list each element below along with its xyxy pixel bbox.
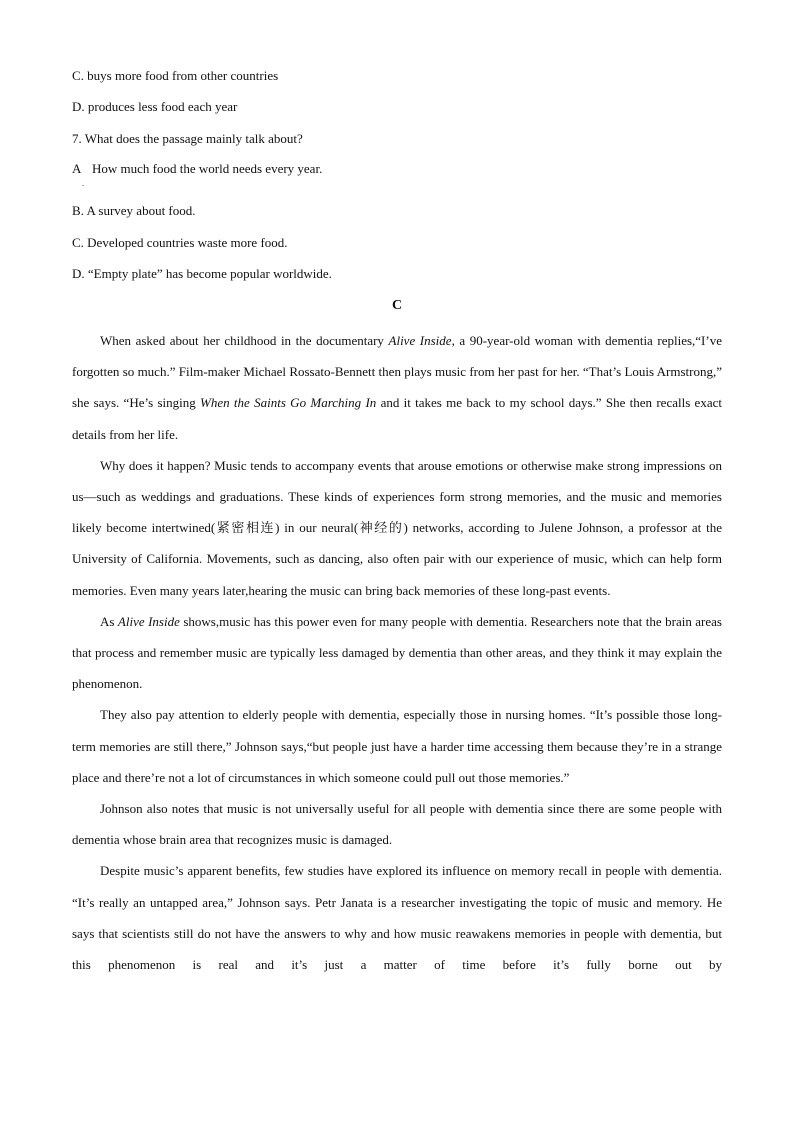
stray-dot-mark: . [82,179,84,188]
paragraph-1 [72,325,722,450]
option-label: C. [72,68,84,83]
paragraph-4: They also pay attention to elderly people with dementia, especially those in nursing homes. “It’s possible those long-term memories are still there,” Johnson says,“but people just have a harder time accessing them because they’re in a strange place and there’re not a lot of circumstances in which someone could pull out those memories.” [72,707,722,785]
text-run: When asked about her childhood in the documentary [100,333,389,348]
paragraph-2: Why does it happen? Music tends to accompany events that arouse emotions or otherwise make strong impressions on us—such as weddings and graduations. These kinds of experiences form strong memories, and the music and memories likely become intertwined(紧密相连) in our neural(神经的) networks, according to Julene Johnson, a professor at the University of California. Movements, such as dancing, also often pair with our experience of music, which can help form memories. Even many years later,hearing the music can bring back memories of these long-past events. [72,457,722,598]
paragraph-3 [72,606,722,700]
text-run: shows,music has this power even for many people with dementia. Researchers note that the brain areas that process and remember music are typically less damaged by dementia than other areas, and they think it may explain the phenomenon. [72,613,722,692]
option-label: C. [72,235,84,250]
text-run: , a 90-year-old woman with dementia replies,“I’ve forgotten so much.” Film-maker Michael Rossato-Bennett then plays music from her past for her. “That’s Louis Armstrong,” she says. “He’s singing [72,333,722,411]
option-text: “Empty plate” has become popular worldwide. [87,266,332,281]
paragraph-5: Johnson also notes that music is not universally useful for all people with dementia since there are some people with dementia whose brain area that recognizes music is damaged. [72,801,722,848]
q7-option-a [72,160,732,178]
option-text: A survey about food. [86,203,196,218]
option-label: A [72,161,82,176]
paragraph-6: Despite music’s apparent benefits, few studies have explored its influence on memory recall in people with dementia. “It’s really an untapped area,” Johnson says. Petr Janata is a researcher investigating the topic of music and memory. He says that scientists still do not have the answers to why and how music reawakens memories in people with dementia, but this phenomenon is real and it’s just a matter of time before it’s fully borne out by [72,863,722,973]
documentary-title: Alive Inside [117,613,180,629]
option-text: How much food the world needs every year. [92,161,323,176]
q6-option-d [72,98,732,116]
reading-passage [72,325,722,980]
section-heading: C [391,298,403,313]
option-text: Developed countries waste more food. [87,235,288,250]
option-text: produces less food each year [87,99,238,114]
documentary-title: Alive Inside [388,333,452,348]
question-7: 7. What does the passage mainly talk about? [72,131,303,146]
q7-option-d [72,265,732,283]
text-run: As [100,613,118,629]
option-label: B. [72,203,84,218]
option-text: buys more food from other countries [87,68,279,83]
text-run: and it takes me back to my school days.” She then recalls exact details from her life. [72,395,722,442]
q7-option-c [72,234,732,252]
q7-option-b [72,202,732,220]
song-title: When the Saints Go Marching In [200,395,377,411]
q6-option-c [72,67,732,85]
option-label: D. [72,99,85,114]
option-label: D. [72,266,85,281]
